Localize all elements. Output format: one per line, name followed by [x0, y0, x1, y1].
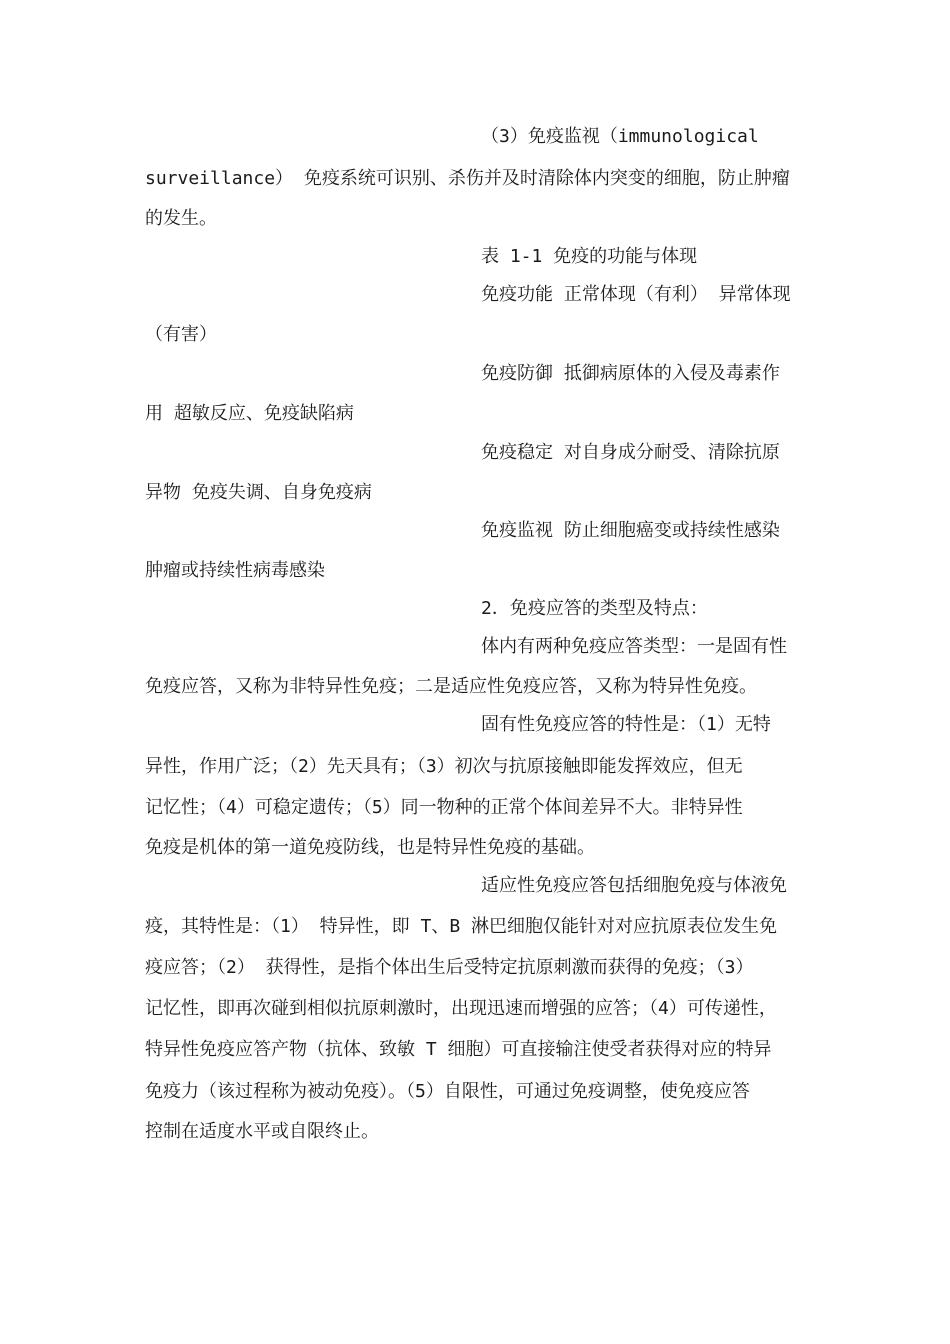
table-row-line: 免疫稳定 对自身成分耐受、清除抗原 [481, 442, 780, 463]
text-line: 记忆性，即再次碰到相似抗原刺激时，出现迅速而增强的应答；（4）可传递性， [145, 998, 777, 1019]
section-heading: 2．免疫应答的类型及特点： [481, 598, 708, 619]
text-line: 记忆性；（4）可稳定遗传；（5）同一物种的正常个体间差异不大。非特异性 [145, 797, 743, 818]
table-header-line: 免疫功能 正常体现（有利） 异常体现 [481, 284, 791, 305]
text-line: 免疫力（该过程称为被动免疫）。（5）自限性，可通过免疫调整，使免疫应答 [145, 1081, 750, 1102]
table-row-line: 异物 免疫失调、自身免疫病 [145, 482, 372, 503]
text-line: 体内有两种免疫应答类型：一是固有性 [481, 636, 787, 657]
text-line: 异性，作用广泛；（2）先天具有；（3）初次与抗原接触即能发挥效应，但无 [145, 756, 743, 777]
text-line: 适应性免疫应答包括细胞免疫与体液免 [481, 875, 787, 896]
text-line: 免疫是机体的第一道免疫防线，也是特异性免疫的基础。 [145, 837, 595, 858]
text-line: 免疫应答，又称为非特异性免疫；二是适应性免疫应答，又称为特异性免疫。 [145, 676, 757, 697]
text-line: （3）免疫监视（immunological [481, 126, 759, 147]
text-line: 固有性免疫应答的特性是：（1）无特 [481, 714, 771, 735]
table-row-line: 免疫防御 抵御病原体的入侵及毒素作 [481, 363, 780, 384]
text-line: surveillance） 免疫系统可识别、杀伤并及时清除体内突变的细胞，防止肿瘤 [145, 168, 790, 189]
table-header-line: （有害） [145, 324, 217, 345]
text-line: 的发生。 [145, 208, 217, 229]
table-row-line: 用 超敏反应、免疫缺陷病 [145, 403, 354, 424]
text-line: 特异性免疫应答产物（抗体、致敏 T 细胞）可直接输注使受者获得对应的特异 [145, 1039, 772, 1060]
text-line: 控制在适度水平或自限终止。 [145, 1121, 379, 1142]
table-caption: 表 1-1 免疫的功能与体现 [481, 246, 698, 267]
table-row-line: 肿瘤或持续性病毒感染 [145, 560, 325, 581]
table-row-line: 免疫监视 防止细胞癌变或持续性感染 [481, 520, 780, 541]
text-line: 疫应答；（2） 获得性，是指个体出生后受特定抗原刺激而获得的免疫；（3） [145, 957, 754, 978]
text-line: 疫，其特性是：（1） 特异性，即 T、B 淋巴细胞仅能针对对应抗原表位发生免 [145, 916, 778, 937]
